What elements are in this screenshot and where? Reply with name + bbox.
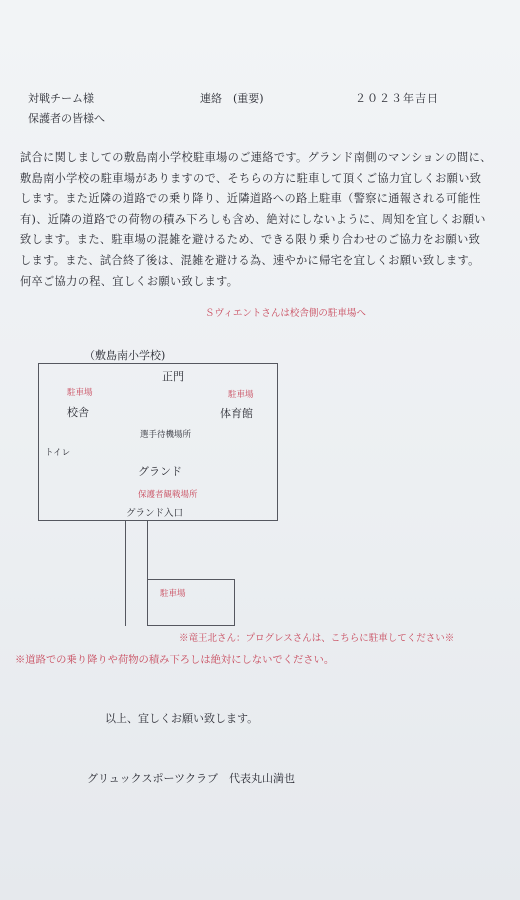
player-waiting-area-label: 選手待機場所: [140, 430, 192, 440]
guardian-viewing-area-label: 保護者観戦場所: [138, 490, 198, 500]
ground-entrance-label: グランド入口: [126, 508, 184, 519]
ground-label: グランド: [138, 465, 182, 478]
red-note-parking-assignment: Ｓヴィエントさんは校舎側の駐車場へ: [205, 308, 366, 319]
recipient-teams: 対戦チーム様: [28, 92, 94, 105]
document-title: 連絡 (重要): [200, 92, 264, 105]
document-date: ２０２３年吉日: [355, 92, 439, 105]
body-line: 敷島南小学校の駐車場がありますので、そちらの方に駐車して頂くご協力宜しくお願い致: [20, 171, 482, 185]
body-line: します。また近隣の道路での乗り降り、近隣道路への路上駐車（警察に通報される可能性: [20, 192, 481, 206]
access-road-left-edge: [125, 520, 126, 626]
red-note-map-parking: ※竜王北さん：プログレスさんは、こちらに駐車してください※: [179, 633, 455, 644]
parking-label-bottom: 駐車場: [160, 589, 186, 599]
toilet-label: トイレ: [45, 448, 71, 458]
school-building-label: 校舎: [67, 406, 89, 419]
body-line: 試合に関しましての敷島南小学校駐車場のご連絡です。グランド南側のマンションの間に、: [20, 151, 492, 164]
closing-remark: 以上、宜しくお願い致します。: [105, 712, 259, 725]
parking-label-school-side: 駐車場: [67, 388, 93, 398]
main-gate-label: 正門: [162, 370, 184, 383]
body-line: 致します。また、駐車場の混雑を避けるため、できる限り乗り合わせのご協力をお願い致: [20, 233, 481, 247]
map-title: （敷島南小学校): [84, 349, 166, 362]
red-note-road-warning: ※道路での乗り降りや荷物の積み下ろしは絶対にしないでください。: [15, 654, 335, 666]
parking-label-gym-side: 駐車場: [228, 390, 254, 400]
body-paragraph: [20, 148, 500, 292]
body-line: します。また、試合終了後は、混雑を避ける為、速やかに帰宅を宜しくお願い致します。: [20, 253, 480, 267]
body-line: 有)、近隣の道路での荷物の積み下ろしも含め、絶対にしないように、周知を宜しくお願い: [20, 212, 486, 226]
recipient-guardians: 保護者の皆様へ: [28, 112, 105, 125]
body-line: 何卒ご協力の程、宜しくお願い致します。: [20, 274, 239, 288]
gym-label: 体育館: [220, 407, 253, 420]
signature: グリュックスポーツクラブ 代表丸山満也: [87, 772, 296, 785]
